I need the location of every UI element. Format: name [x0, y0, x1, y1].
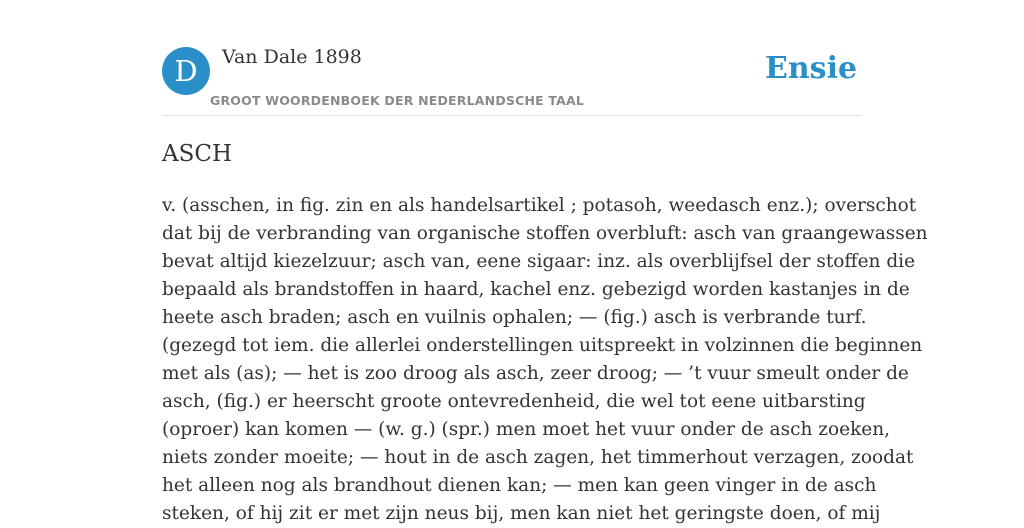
- definition-line: (gezegd tot iem. die allerlei onderstellingen uitspreekt in volzinnen die beginnen: [162, 335, 923, 356]
- definition-line: bevat altijd kiezelzuur; asch van, eene sigaar: inz. als overblijfsel der stoffen die: [162, 251, 916, 272]
- source-subtitle: GROOT WOORDENBOEK DER NEDERLANDSCHE TAAL: [210, 93, 585, 108]
- source-logo-letter: D: [174, 53, 198, 88]
- definition-line: bepaald als brandstoffen in haard, kachel enz. gebezigd worden kastanjes in de: [162, 279, 910, 300]
- definition-line: asch, (fig.) er heerscht groote ontevredenheid, die wel tot eene uitbarsting: [162, 391, 866, 412]
- brand-logo[interactable]: Ensie: [765, 51, 858, 86]
- definition-line: steken, of hij zit er met zijn neus bij, men kan niet het geringste doen, of mij: [162, 503, 881, 524]
- definition-line: v. (asschen, in fig. zin en als handelsartikel ; potasoh, weedasch enz.); overschot: [162, 195, 917, 216]
- source-title[interactable]: Van Dale 1898: [222, 46, 362, 68]
- definition-line: met als (as); — het is zoo droog als asch, zeer droog; — ’t vuur smeult onder de: [162, 363, 909, 384]
- entry-headword: ASCH: [162, 141, 233, 167]
- definition-line: niets zonder moeite; — hout in de asch zagen, het timmerhout verzagen, zoodat: [162, 447, 914, 468]
- source-logo[interactable]: [162, 47, 210, 95]
- definition-line: het alleen nog als brandhout dienen kan; — men kan geen vinger in de asch: [162, 475, 877, 496]
- entry-definition: [162, 192, 928, 528]
- header-divider: [162, 115, 862, 116]
- definition-line: dat bij de verbranding van organische stoffen overbluft: asch van graangewassen: [162, 223, 928, 244]
- definition-line: heete asch braden; asch en vuilnis ophalen; — (fig.) asch is verbrande turf.: [162, 307, 867, 328]
- definition-line: (oproer) kan komen — (w. g.) (spr.) men moet het vuur onder de asch zoeken,: [162, 419, 891, 440]
